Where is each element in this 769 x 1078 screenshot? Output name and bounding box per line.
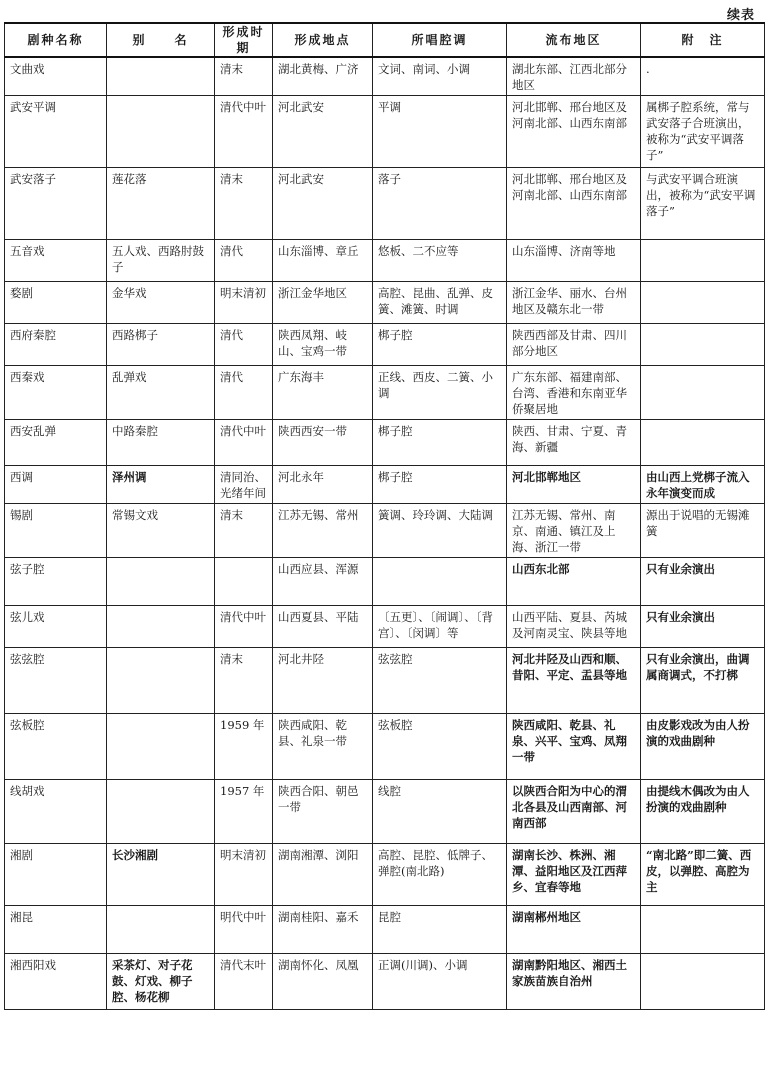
cell-period: 清末 (215, 57, 273, 96)
cell-place: 山西应县、浑源 (273, 558, 373, 606)
cell-alias (107, 648, 215, 714)
cell-place: 河北武安 (273, 96, 373, 168)
cell-name: 西秦戏 (5, 366, 107, 420)
header-alias: 别 名 (107, 23, 215, 57)
cell-region: 湖南长沙、株洲、湘潭、益阳地区及江西萍乡、宜春等地 (507, 844, 641, 906)
cell-region: 湖北东部、江西北部分地区 (507, 57, 641, 96)
cell-alias (107, 906, 215, 954)
cell-place: 浙江金华地区 (273, 282, 373, 324)
cell-note: 由提线木偶改为由人扮演的戏曲剧种 (641, 780, 765, 844)
cell-period: 清代 (215, 324, 273, 366)
cell-name: 湘昆 (5, 906, 107, 954)
cell-name: 弦子腔 (5, 558, 107, 606)
cell-place: 广东海丰 (273, 366, 373, 420)
cell-period: 清代中叶 (215, 96, 273, 168)
cell-place: 湖南桂阳、嘉禾 (273, 906, 373, 954)
cell-period: 清末 (215, 168, 273, 240)
table-row (5, 57, 765, 96)
cell-region: 陕西、甘肃、宁夏、青海、新疆 (507, 420, 641, 466)
table-row (5, 504, 765, 558)
cell-region: 河北邯郸地区 (507, 466, 641, 504)
cell-region: 以陕西合阳为中心的渭北各县及山西南部、河南西部 (507, 780, 641, 844)
cell-tunes (373, 558, 507, 606)
cell-place: 陕西凤翔、岐山、宝鸡一带 (273, 324, 373, 366)
header-region: 流布地区 (507, 23, 641, 57)
cell-note (641, 420, 765, 466)
table-row (5, 606, 765, 648)
cell-alias: 中路秦腔 (107, 420, 215, 466)
cell-place: 河北井陉 (273, 648, 373, 714)
table-row (5, 324, 765, 366)
cell-place: 河北武安 (273, 168, 373, 240)
cell-region: 湖南黔阳地区、湘西土家族苗族自治州 (507, 954, 641, 1010)
cell-alias: 常锡文戏 (107, 504, 215, 558)
cell-alias: 金华戏 (107, 282, 215, 324)
cell-region: 浙江金华、丽水、台州地区及赣东北一带 (507, 282, 641, 324)
table-row (5, 282, 765, 324)
cell-tunes: 弦板腔 (373, 714, 507, 780)
cell-region: 山西东北部 (507, 558, 641, 606)
cell-place: 江苏无锡、常州 (273, 504, 373, 558)
cell-note: “南北路”即二簧、西皮，以弹腔、高腔为主 (641, 844, 765, 906)
cell-name: 弦板腔 (5, 714, 107, 780)
cell-note: 由山西上党梆子流入永年演变而成 (641, 466, 765, 504)
cell-name: 线胡戏 (5, 780, 107, 844)
cell-name: 武安落子 (5, 168, 107, 240)
cell-place: 陕西合阳、朝邑一带 (273, 780, 373, 844)
cell-name: 婺剧 (5, 282, 107, 324)
cell-tunes: 悠板、二不应等 (373, 240, 507, 282)
cell-note: 只有业余演出，曲调属商调式，不打梆 (641, 648, 765, 714)
cell-tunes: 梆子腔 (373, 420, 507, 466)
cell-region: 江苏无锡、常州、南京、南通、镇江及上海、浙江一带 (507, 504, 641, 558)
cell-period: 明代中叶 (215, 906, 273, 954)
cell-alias (107, 780, 215, 844)
table-row (5, 466, 765, 504)
table-row (5, 844, 765, 906)
table-row (5, 240, 765, 282)
cell-tunes: 梆子腔 (373, 466, 507, 504)
cell-alias (107, 714, 215, 780)
cell-region: 湖南郴州地区 (507, 906, 641, 954)
cell-alias: 西路梆子 (107, 324, 215, 366)
cell-note: 由皮影戏改为由人扮演的戏曲剧种 (641, 714, 765, 780)
cell-alias (107, 558, 215, 606)
cell-tunes: 梆子腔 (373, 324, 507, 366)
table-row (5, 954, 765, 1010)
cell-region: 陕西西部及甘肃、四川部分地区 (507, 324, 641, 366)
cell-note: . (641, 57, 765, 96)
table-body (5, 57, 765, 1010)
header-tunes: 所唱腔调 (373, 23, 507, 57)
cell-name: 西调 (5, 466, 107, 504)
table-row (5, 714, 765, 780)
cell-tunes: 正调(川调)、小调 (373, 954, 507, 1010)
table-row (5, 420, 765, 466)
cell-region: 山东淄博、济南等地 (507, 240, 641, 282)
table-row (5, 168, 765, 240)
cell-period: 明末清初 (215, 282, 273, 324)
cell-note: 属梆子腔系统，常与武安落子合班演出，被称为“武安平调落子” (641, 96, 765, 168)
table-row (5, 96, 765, 168)
table-row (5, 366, 765, 420)
cell-alias: 莲花落 (107, 168, 215, 240)
cell-tunes: 高腔、昆腔、低牌子、弹腔(南北路) (373, 844, 507, 906)
table-header-row (5, 23, 765, 57)
opera-genre-table (4, 22, 765, 1010)
cell-period: 1959 年 (215, 714, 273, 780)
cell-note: 源出于说唱的无锡滩簧 (641, 504, 765, 558)
cell-tunes: 正线、西皮、二簧、小调 (373, 366, 507, 420)
cell-alias: 采茶灯、对子花鼓、灯戏、柳子腔、杨花柳 (107, 954, 215, 1010)
cell-alias (107, 96, 215, 168)
cell-name: 锡剧 (5, 504, 107, 558)
cell-name: 文曲戏 (5, 57, 107, 96)
cell-period: 清代中叶 (215, 606, 273, 648)
table-row (5, 780, 765, 844)
cell-name: 西府秦腔 (5, 324, 107, 366)
cell-region: 河北邯郸、邢台地区及河南北部、山西东南部 (507, 168, 641, 240)
cell-note: 与武安平调合班演出，被称为“武安平调落子” (641, 168, 765, 240)
cell-period: 清代 (215, 240, 273, 282)
cell-tunes: 线腔 (373, 780, 507, 844)
cell-name: 武安平调 (5, 96, 107, 168)
cell-note (641, 954, 765, 1010)
continued-label: 续表 (726, 8, 755, 23)
header-place: 形成地点 (273, 23, 373, 57)
cell-place: 陕西西安一带 (273, 420, 373, 466)
cell-period: 清代 (215, 366, 273, 420)
header-period: 形成时期 (215, 23, 273, 57)
header-name: 剧种名称 (5, 23, 107, 57)
cell-region: 山西平陆、夏县、芮城及河南灵宝、陕县等地 (507, 606, 641, 648)
cell-period: 1957 年 (215, 780, 273, 844)
table-row (5, 648, 765, 714)
cell-place: 湖北黄梅、广济 (273, 57, 373, 96)
cell-place: 湖南湘潭、浏阳 (273, 844, 373, 906)
cell-period: 清代中叶 (215, 420, 273, 466)
cell-alias: 乱弹戏 (107, 366, 215, 420)
cell-alias: 五人戏、西路肘鼓子 (107, 240, 215, 282)
cell-alias: 泽州调 (107, 466, 215, 504)
cell-name: 五音戏 (5, 240, 107, 282)
table-row (5, 906, 765, 954)
cell-note (641, 906, 765, 954)
cell-alias (107, 606, 215, 648)
cell-alias (107, 57, 215, 96)
cell-alias: 长沙湘剧 (107, 844, 215, 906)
cell-place: 山西夏县、平陆 (273, 606, 373, 648)
cell-period: 明末清初 (215, 844, 273, 906)
cell-place: 陕西咸阳、乾县、礼泉一带 (273, 714, 373, 780)
cell-note (641, 324, 765, 366)
cell-note: 只有业余演出 (641, 606, 765, 648)
cell-tunes: 弦弦腔 (373, 648, 507, 714)
cell-name: 湘剧 (5, 844, 107, 906)
cell-region: 河北井陉及山西和顺、昔阳、平定、盂县等地 (507, 648, 641, 714)
cell-place: 山东淄博、章丘 (273, 240, 373, 282)
cell-period (215, 558, 273, 606)
header-note: 附 注 (641, 23, 765, 57)
table-row (5, 558, 765, 606)
cell-place: 湖南怀化、凤凰 (273, 954, 373, 1010)
cell-period: 清同治、光绪年间 (215, 466, 273, 504)
cell-region: 河北邯郸、邢台地区及河南北部、山西东南部 (507, 96, 641, 168)
cell-tunes: 平调 (373, 96, 507, 168)
cell-period: 清末 (215, 504, 273, 558)
cell-tunes: 文词、南词、小调 (373, 57, 507, 96)
cell-name: 弦儿戏 (5, 606, 107, 648)
cell-tunes: 昆腔 (373, 906, 507, 954)
cell-note (641, 282, 765, 324)
cell-tunes: 〔五更〕、〔闹调〕、〔背宫〕、〔闵调〕等 (373, 606, 507, 648)
cell-tunes: 高腔、昆曲、乱弹、皮簧、滩簧、时调 (373, 282, 507, 324)
cell-name: 湘西阳戏 (5, 954, 107, 1010)
cell-note: 只有业余演出 (641, 558, 765, 606)
cell-period: 清末 (215, 648, 273, 714)
cell-region: 广东东部、福建南部、台湾、香港和东南亚华侨聚居地 (507, 366, 641, 420)
cell-name: 弦弦腔 (5, 648, 107, 714)
cell-note (641, 366, 765, 420)
cell-period: 清代末叶 (215, 954, 273, 1010)
cell-tunes: 落子 (373, 168, 507, 240)
cell-name: 西安乱弹 (5, 420, 107, 466)
cell-tunes: 簧调、玲玲调、大陆调 (373, 504, 507, 558)
cell-place: 河北永年 (273, 466, 373, 504)
cell-note (641, 240, 765, 282)
cell-region: 陕西咸阳、乾县、礼泉、兴平、宝鸡、凤翔一带 (507, 714, 641, 780)
